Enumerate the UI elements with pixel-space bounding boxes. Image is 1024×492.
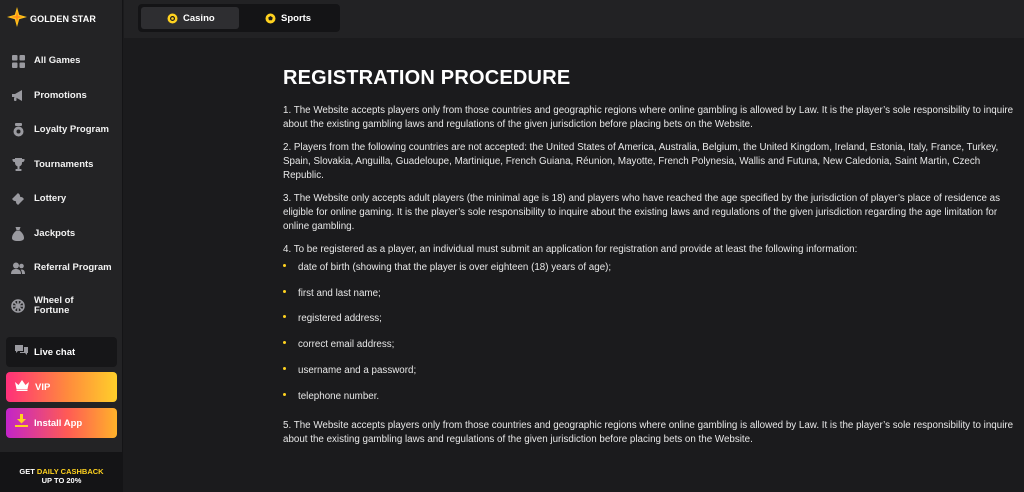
sidebar-item-label: All Games <box>34 55 81 67</box>
sidebar-item-jackpots[interactable] <box>0 217 123 252</box>
crown-icon <box>15 378 29 396</box>
main-content <box>283 66 1023 455</box>
live-chat-button[interactable] <box>6 337 117 367</box>
vip-label: VIP <box>35 381 51 393</box>
casino-sports-switch <box>138 4 340 32</box>
page-title: REGISTRATION PROCEDURE <box>283 67 571 89</box>
sidebar-item-label: Lottery <box>34 193 67 205</box>
sidebar-item-label: Loyalty Program <box>34 124 109 136</box>
sidebar-item-label: Jackpots <box>34 227 76 239</box>
chat-icon <box>15 343 28 361</box>
list-item: username and a password; <box>283 364 1023 390</box>
tab-sports[interactable] <box>239 7 337 29</box>
tab-casino[interactable] <box>141 7 239 29</box>
install-app-button[interactable] <box>6 408 117 438</box>
logo-text: GOLDEN STAR <box>30 14 96 24</box>
soccer-ball-icon <box>265 13 276 24</box>
paragraph-1: 1. The Website accepts players only from those countries and geographic regions where online gambling is allowed by Law. It is the player’s sole responsibility to inquire about the existing gambling laws and regulations of the given jurisdiction before placing bets on the Website. <box>283 105 1014 131</box>
sidebar-nav <box>0 44 123 326</box>
sidebar-item-tournaments[interactable] <box>0 148 123 183</box>
live-chat-label: Live chat <box>34 346 76 358</box>
sidebar-item-label: Promotions <box>34 89 87 101</box>
wheel-icon <box>11 299 25 313</box>
sidebar-item-all-games[interactable] <box>0 44 123 79</box>
sidebar-item-promotions[interactable] <box>0 79 123 114</box>
star-logo-icon <box>6 6 28 33</box>
sidebar-item-label: Referral Program <box>34 262 112 274</box>
money-bag-icon <box>11 227 25 241</box>
paragraph-2: 2. Players from the following countries are not accepted: the United States of America, Australia, Belgium, the United Kingdom, Ireland, Estonia, Italy, France, Turkey, Spain, Slovakia, Anguilla, Guadeloupe, Martinique, French Guiana, Réunion, Mayotte, French Polynesia, Wallis and Futuna, New Caledonia, Saint Martin, Czech Republic. <box>283 141 999 182</box>
list-item: first and last name; <box>283 287 1023 313</box>
vip-button[interactable] <box>6 372 117 402</box>
list-item: correct email address; <box>283 338 1023 364</box>
tab-label: Casino <box>183 12 215 24</box>
sidebar-item-label: Wheel of Fortune <box>34 294 74 316</box>
logo[interactable] <box>6 8 96 30</box>
sidebar-item-referral-program[interactable] <box>0 251 123 286</box>
install-app-label: Install App <box>34 417 83 429</box>
casino-chip-icon <box>167 13 178 24</box>
cashback-highlight: DAILY CASHBACK <box>36 467 104 476</box>
sidebar-item-loyalty-program[interactable] <box>0 113 123 148</box>
paragraph-3: 3. The Website only accepts adult players (the minimal age is 18) and players who have reached the age specified by the jurisdiction of player’s place of residence as eligible for online gaming. It is the player’s sole responsibility to inquire about the existing laws and regulations of the given jurisdiction regarding the age limitation for online gambling. <box>283 192 1001 233</box>
list-item: telephone number. <box>283 390 1023 410</box>
grid-icon <box>11 54 25 68</box>
requirements-list <box>283 261 1023 410</box>
cashback-banner[interactable] <box>0 452 123 492</box>
paragraph-5: 5. The Website accepts players only from those countries and geographic regions where online gambling is allowed by Law. It is the player’s sole responsibility to inquire about the existing gambling laws and regulations of the given jurisdiction before placing bets on the Website. <box>283 419 1014 445</box>
megaphone-icon <box>11 89 25 103</box>
download-icon <box>15 414 28 432</box>
list-item: date of birth (showing that the player is over eighteen (18) years of age); <box>283 261 1023 287</box>
sidebar-item-label: Tournaments <box>34 158 94 170</box>
sidebar <box>0 0 123 492</box>
cashback-line-1 <box>0 467 123 476</box>
sidebar-item-wheel-of-fortune[interactable] <box>0 286 123 326</box>
trophy-icon <box>11 158 25 172</box>
top-bar <box>124 0 1024 38</box>
medal-icon <box>11 123 25 137</box>
list-item: registered address; <box>283 312 1023 338</box>
tab-label: Sports <box>281 12 312 24</box>
cashback-line-2: UP TO 20% <box>41 476 82 485</box>
sidebar-item-lottery[interactable] <box>0 182 123 217</box>
users-icon <box>11 261 25 275</box>
ticket-icon <box>11 192 25 206</box>
cashback-prefix: GET <box>19 467 35 476</box>
paragraph-4: 4. To be registered as a player, an individual must submit an application for registration and provide at least the following information: <box>283 243 858 255</box>
